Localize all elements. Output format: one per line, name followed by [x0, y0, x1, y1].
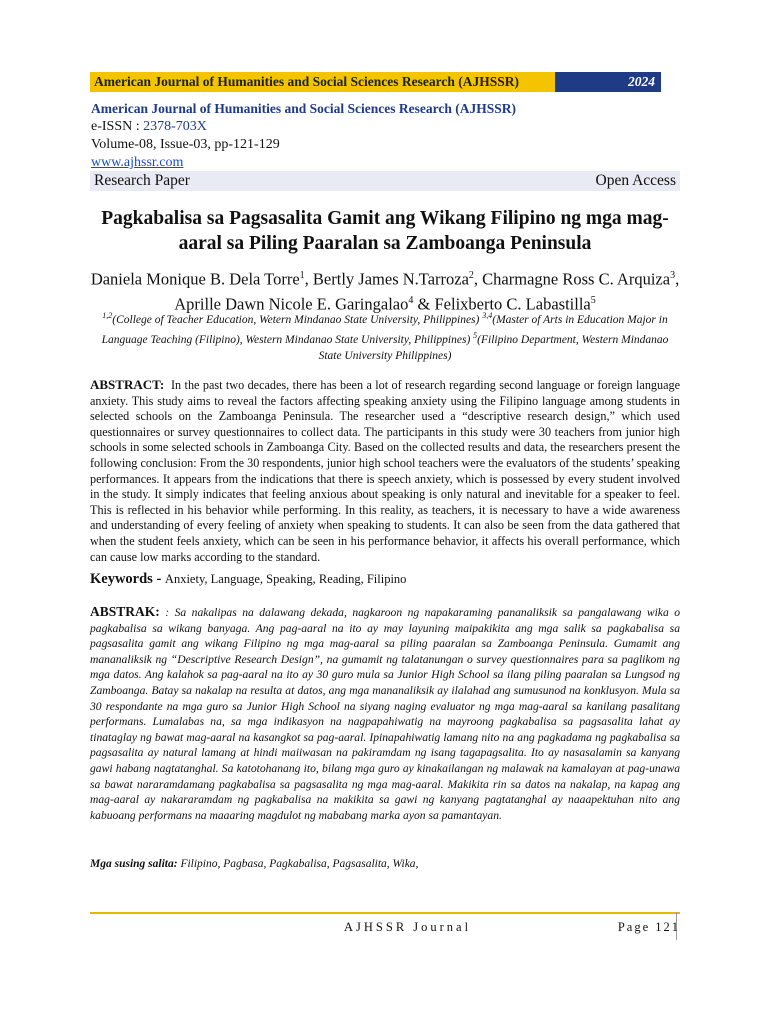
footer-page-number: 121: [655, 920, 680, 934]
journal-name: American Journal of Humanities and Social Sciences Research (AJHSSR): [91, 101, 516, 116]
susing-salita-label: Mga susing salita:: [90, 858, 178, 870]
affil-text-3: (Filipino Department, Western Mindanao State University Philippines): [318, 333, 669, 362]
affil-text-2: (Master of Arts in Education Major in Language Teaching (Filipino), Western Mindanao State University, Philippines): [101, 313, 668, 346]
author-affil-sup: 3: [670, 270, 676, 281]
header-journal-title: American Journal of Humanities and Social Sciences Research (AJHSSR): [90, 72, 555, 92]
author-separator: ,: [473, 269, 483, 289]
volume-line: Volume-08, Issue-03, pp-121-129: [91, 137, 280, 152]
abstrak-label: ABSTRAK:: [90, 604, 160, 619]
journal-header-bar: [90, 72, 661, 92]
author-list: [90, 265, 680, 314]
author-name: Aprille Dawn Nicole E. Garingalao: [174, 294, 409, 313]
author-separator: &: [413, 294, 435, 313]
abstrak-text: : Sa nakalipas na dalawang dekada, nagkaroon ng napakaraming pananaliksik sa pangalawang wika o pagkabalisa sa wikang banyaga. Ang pag-aaral na ito ay may layuning maipakikita ang mga salik sa pagkabalisa sa pagsasalita gamit ang wikang Filipino ng mga mag-aaral sa piling paaralan sa Zamboanga Peninsula. Gumamit ang mananaliksik ng “Descriptive Research Design”, na gumamit ng talatanungan o survey questionnaires para sa paglikom ng mga datos. Ang kalahok sa pag-aaral na ito ay 30 guro mula sa Junior High School sa ilang piling paaralan sa Lungsod ng Zamboanga. Batay sa nakalap na resulta at datos, ang mga mananaliksik ay ilalahad ang sumusunod na konklusyon. Mula sa 30 respondante na mga guro sa Junior High School na siyang naging evaluator ng mga mag-aaral sa kanilang pasalitang performans. Lumalabas na, sa mga indikasyon na nagpapahiwatig na mayroong pagkabalisa sa pagsasalita lahat ay tinataglay ng bawat mag-aaral na kasangkot sa pag-aaral. Ipinapahiwatig lamang nito na ang pagkadama ng pagkabalisa sa pagsasalita ay natural lamang at hindi maiiwasan na pakiramdam ng isang tagapagsalita. Ito ay nasasalamin sa kanyang gawi habang nagtatanghal. Sa katotohanang ito, bilang mga guro ay kinakailangan ng malawak na kamalayan at pag-unawa sa bawat nararamdamang pagkabalisa sa pagsasalita ng mga mag-aaral. Makikita rin sa datos na nakalap, na kapag ang mag-aaral ay nakararamdam ng pagkabalisa na makikita sa gawi ng kanyang pagtatanghal ay naaapektuhan nito ang kabuoang performans na maaaring magdulot ng mababang marka ayon sa pamantayan.: [90, 606, 681, 822]
journal-info: [91, 100, 681, 172]
affiliations: [90, 308, 680, 364]
susing-salita-text: Filipino, Pagbasa, Pagkabalisa, Pagsasalita, Wika,: [177, 858, 419, 870]
affil-text-1: (College of Teacher Education, Wetern Mindanao State University, Philippines): [112, 313, 483, 326]
author-affil-sup: 4: [408, 294, 414, 306]
paper-type-bar: [90, 171, 680, 191]
author-separator: ,: [304, 269, 313, 289]
abstract-text: In the past two decades, there has been a lot of research regarding second language or foreign language anxiety. This study aims to reveal the factors affecting speaking anxiety using the Filipino language among students in selected schools on the Zamboanga Peninsula. The researcher used a “descriptive research design,” which used questionnaires or survey questionnaires to collect data. The participants in this study were 30 teachers from junior high schools in some selected schools in Zamboanga City. Based on the collected results and data, the researchers present the following conclusion: From the 30 respondents, junior high school teachers were the evaluators of the students’ speaking performances. It appears from the indications that there is speech anxiety, which is possessed by every student involved in the study. It simply indicates that feeling anxious about speaking is only natural and inevitable for a speaker to feel. This is reflected in his behavior while performing. In this reality, as teachers, it is necessary to have a wide awareness and understanding of every feeling of anxiety when speaking to students. It can also be seen from the data gathered that when the student feels anxiety, which can be seen in his performance behavior, it affects his overall performance, which can cause low marks according to the standard.: [90, 378, 681, 564]
abstract-label: ABSTRACT:: [90, 377, 165, 392]
access-type-label: Open Access: [595, 172, 676, 189]
issn-value: 2378-703X: [143, 119, 207, 134]
paper-title: Pagkabalisa sa Pagsasalita Gamit ang Wikang Filipino ng mga mag-aaral sa Piling Paaralan sa Zamboanga Peninsula: [101, 208, 669, 254]
author-name: Felixberto C. Labastilla: [434, 294, 591, 313]
abstrak-section: [90, 604, 680, 823]
author-separator: ,: [675, 269, 680, 289]
author-affil-sup: 1: [299, 270, 305, 281]
header-year: 2024: [555, 72, 661, 92]
keywords-text: Anxiety, Language, Speaking, Reading, Filipino: [164, 572, 407, 586]
affil-sup-1: 1,2: [102, 311, 113, 320]
page-footer: [90, 918, 680, 938]
abstract-section: [90, 377, 680, 565]
affil-sup-2: 3,4: [482, 311, 493, 320]
susing-salita-section: [90, 858, 680, 870]
footer-journal: AJHSSR Journal: [344, 920, 472, 934]
affil-sup-3: 5: [473, 330, 478, 340]
author-name: Bertly James N.Tarroza: [312, 269, 469, 289]
issn-line: [91, 118, 681, 136]
keywords-label: Keywords -: [90, 571, 165, 587]
footer-page-label: Page: [617, 920, 651, 934]
footer-page: [618, 920, 680, 935]
author-affil-sup: 2: [468, 270, 474, 281]
author-name: Charmagne Ross C. Arquiza: [482, 269, 671, 289]
issn-label: e-ISSN :: [91, 119, 144, 134]
footer-rule: [90, 912, 680, 914]
author-name: Daniela Monique B. Dela Torre: [90, 269, 300, 289]
keywords-section: [90, 571, 680, 588]
author-affil-sup: 5: [590, 294, 596, 306]
website-link[interactable]: www.ajhssr.com: [91, 155, 184, 170]
paper-type-label: Research Paper: [94, 172, 190, 189]
